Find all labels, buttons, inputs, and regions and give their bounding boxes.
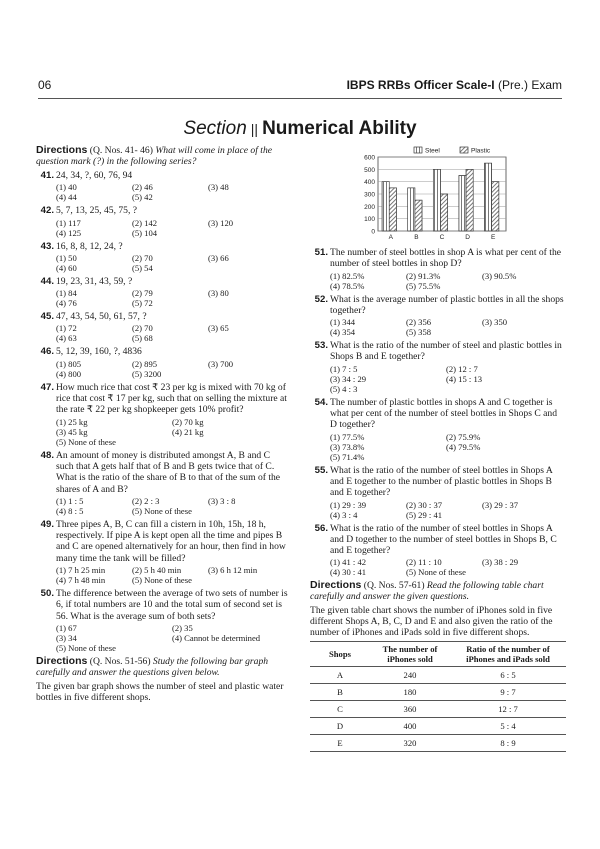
directions-bar-graph — [36, 656, 288, 678]
bar-steel — [484, 163, 491, 231]
question-number: 42. — [40, 205, 54, 217]
answer-options — [330, 557, 566, 577]
directions-text: Read the following table chart carefully and answer the given questions. — [310, 580, 544, 603]
question-text: Three pipes A, B, C can fill a cistern in 10h, 15h, 18 h, respectively. If pipe A is kept open all the time and pipes B and C are opened alternatively for an hour, then find in how many time the tank will be filled? — [56, 518, 286, 564]
question-text: What is the average number of plastic bottles in all the shops together? — [330, 293, 564, 316]
answer-options — [56, 417, 288, 447]
question-text: 16, 8, 8, 12, 24, ? — [56, 240, 123, 252]
question — [36, 170, 288, 202]
answer-option: (5) None of these — [56, 436, 116, 447]
question-text: An amount of money is distributed amongst A, B and C such that A gets half that of B and B gets twice that of C. What is the ratio of the share of B to that of the sum of the shares of A and B? — [56, 449, 281, 495]
directions-range: (Q. Nos. 57-61) — [361, 580, 427, 592]
answer-option: (5) 42 — [132, 192, 153, 203]
legend-label: Plastic — [471, 147, 491, 155]
answer-option: (3) 34 — [56, 632, 77, 643]
answer-option: (3) 120 — [208, 217, 234, 228]
question-number: 47. — [40, 381, 54, 393]
table-row — [310, 667, 566, 684]
exam-title — [347, 78, 562, 92]
question-text: 47, 43, 54, 50, 61, 57, ? — [56, 311, 147, 323]
answer-option: (1) 7 h 25 min — [56, 565, 106, 576]
answer-option: (1) 25 kg — [56, 416, 88, 427]
bar-plastic — [415, 200, 422, 231]
table-cell: 360 — [370, 701, 450, 718]
answer-option: (5) 71.4% — [330, 451, 365, 462]
question — [36, 276, 288, 308]
question-number: 54. — [314, 396, 328, 408]
y-tick-label: 300 — [364, 191, 375, 199]
question-number: 45. — [40, 311, 54, 323]
question — [36, 241, 288, 273]
answer-options — [56, 218, 288, 238]
answer-option: (2) 70 kg — [172, 416, 204, 427]
exam-title-rest: (Pre.) Exam — [494, 78, 562, 92]
answer-options — [56, 323, 288, 343]
table-cell: 240 — [370, 667, 450, 684]
answer-option: (2) 895 — [132, 358, 158, 369]
question-text: What is the ratio of the number of steel bottles in Shops A and D together to the number of steel bottles in Shops B, C and E together? — [330, 522, 557, 557]
question-text: 5, 12, 39, 160, ?, 4836 — [56, 346, 142, 358]
answer-options — [56, 496, 288, 516]
right-column — [310, 143, 566, 752]
table-body — [310, 667, 566, 752]
answer-option: (1) 344 — [330, 317, 356, 328]
table-cell: C — [310, 701, 370, 718]
x-tick-label: B — [414, 234, 419, 241]
answer-option: (3) 3 : 8 — [208, 495, 236, 506]
answer-option: (3) 48 — [208, 182, 229, 193]
answer-option: (2) 91.3% — [406, 270, 441, 281]
question — [36, 519, 288, 585]
page-number: 06 — [38, 78, 52, 92]
x-tick-label: D — [465, 234, 470, 241]
answer-option: (4) 78.5% — [330, 280, 365, 291]
answer-option: (1) 40 — [56, 182, 77, 193]
table-header: The number of iPhones sold — [370, 642, 450, 667]
answer-options — [330, 364, 566, 394]
question — [36, 205, 288, 237]
answer-option: (4) 125 — [56, 227, 82, 238]
answer-option: (3) 73.8% — [330, 441, 365, 452]
answer-option: (2) 2 : 3 — [132, 495, 160, 506]
answer-option: (4) 63 — [56, 333, 77, 344]
question — [310, 397, 566, 462]
table-cell: 12 : 7 — [450, 701, 566, 718]
answer-option: (2) 75.9% — [446, 431, 481, 442]
answer-option: (1) 29 : 39 — [330, 499, 367, 510]
question — [36, 382, 288, 447]
exam-title-bold: IBPS RRBs Officer Scale-I — [346, 78, 495, 92]
question-number: 52. — [314, 293, 328, 305]
y-tick-label: 400 — [364, 179, 375, 187]
answer-option: (4) 60 — [56, 262, 77, 273]
answer-option: (5) None of these — [406, 567, 466, 578]
answer-option: (2) 35 — [172, 622, 193, 633]
answer-option: (3) 350 — [482, 317, 508, 328]
section-title — [0, 118, 600, 140]
answer-option: (5) 3200 — [132, 368, 162, 379]
answer-option: (5) 54 — [132, 262, 153, 273]
legend-label: Steel — [425, 147, 440, 155]
answer-options — [56, 623, 288, 653]
directions-text: What will come in place of the question mark (?) in the following series? — [36, 145, 273, 167]
answer-option: (1) 7 : 5 — [330, 363, 358, 374]
table-cell: E — [310, 735, 370, 752]
question-number: 49. — [40, 518, 54, 530]
section-prefix: Section — [183, 118, 247, 139]
bar-plastic — [466, 169, 473, 231]
table-cell: D — [310, 718, 370, 735]
answer-option: (1) 50 — [56, 252, 77, 263]
question-text: 24, 34, ?, 60, 76, 94 — [56, 170, 133, 181]
answer-option: (3) 45 kg — [56, 426, 88, 437]
answer-options — [56, 288, 288, 308]
directions-label: Directions — [36, 654, 88, 667]
question — [310, 294, 566, 338]
table-cell: 400 — [370, 718, 450, 735]
answer-option: (5) 104 — [132, 227, 158, 238]
bar-plastic — [389, 188, 396, 231]
question-number: 56. — [314, 522, 328, 534]
table-cell: 6 : 5 — [450, 667, 566, 684]
question-number: 51. — [314, 247, 328, 258]
table-cell: B — [310, 684, 370, 701]
answer-option: (4) 21 kg — [172, 426, 204, 437]
directions-label: Directions — [36, 144, 88, 156]
answer-option: (5) 358 — [406, 327, 432, 338]
question-list-right — [310, 247, 566, 577]
answer-options — [56, 565, 288, 585]
question-number: 46. — [40, 346, 54, 358]
y-tick-label: 600 — [364, 154, 375, 162]
directions-table — [310, 580, 566, 602]
y-tick-label: 200 — [364, 203, 375, 211]
question — [310, 465, 566, 520]
question-text: The difference between the average of two sets of number is 6, if total numbers are 10 and the total sum of second set is 56. What is the average sum of both sets? — [56, 588, 288, 622]
answer-option: (5) None of these — [132, 575, 192, 586]
bar-chart — [310, 143, 566, 243]
answer-option: (4) 76 — [56, 298, 77, 309]
table-header-row — [310, 642, 566, 667]
question-number: 41. — [40, 170, 54, 181]
bar-steel — [382, 182, 389, 231]
answer-option: (3) 38 : 29 — [482, 557, 519, 568]
table-description: The given table chart shows the number of iPhones sold in five different Shops A, B, C, D and E and also given the ratio of the number of iPhones and iPads sold in five different shops. — [310, 605, 553, 639]
answer-options — [330, 271, 566, 291]
question-text: 19, 23, 31, 43, 59, ? — [56, 275, 133, 287]
question — [36, 588, 288, 653]
x-tick-label: A — [388, 234, 393, 241]
question-number: 44. — [40, 275, 54, 287]
answer-options — [330, 317, 566, 337]
question — [36, 450, 288, 516]
directions-range: (Q. Nos. 41- 46) — [87, 145, 156, 156]
x-tick-label: C — [439, 234, 445, 241]
answer-option: (3) 65 — [208, 323, 229, 334]
answer-option: (4) 800 — [56, 368, 82, 379]
bar-plastic — [492, 182, 499, 231]
table-cell: A — [310, 667, 370, 684]
answer-option: (4) 7 h 48 min — [56, 575, 106, 586]
answer-option: (3) 90.5% — [482, 270, 517, 281]
table-cell: 5 : 4 — [450, 718, 566, 735]
table-cell: 180 — [370, 684, 450, 701]
y-tick-label: 500 — [364, 166, 375, 174]
question — [310, 523, 566, 578]
answer-option: (3) 29 : 37 — [482, 499, 519, 510]
y-tick-label: 100 — [364, 216, 375, 224]
bar-chart-svg — [310, 143, 566, 243]
question-text: The number of plastic bottles in shops A and C together is what per cent of the number of steel bottles in Shops C and D together? — [330, 396, 558, 431]
answer-option: (2) 70 — [132, 323, 153, 334]
answer-options — [330, 500, 566, 520]
table-cell: 320 — [370, 735, 450, 752]
answer-option: (4) 8 : 5 — [56, 505, 84, 516]
answer-options — [56, 359, 288, 379]
answer-option: (4) 354 — [330, 327, 356, 338]
question-number: 53. — [314, 340, 328, 352]
directions-text: Study the following bar graph carefully and answer the questions given below. — [36, 655, 269, 678]
answer-option: (1) 84 — [56, 288, 77, 299]
directions-label: Directions — [310, 579, 362, 592]
answer-option: (1) 117 — [56, 217, 81, 228]
legend-swatch-plastic — [460, 147, 468, 153]
answer-option: (5) 29 : 41 — [406, 509, 443, 520]
header-rule — [38, 98, 562, 99]
question-text: 5, 7, 13, 25, 45, 75, ? — [56, 205, 138, 217]
bar-graph-description: The given bar graph shows the number of steel and plastic water bottles in five different shops. — [36, 680, 284, 703]
answer-option: (2) 12 : 7 — [446, 363, 478, 374]
answer-option: (3) 34 : 29 — [330, 373, 367, 384]
x-tick-label: E — [491, 234, 496, 241]
answer-option: (1) 72 — [56, 323, 77, 334]
bar-steel — [459, 176, 466, 232]
answer-option: (2) 5 h 40 min — [132, 565, 182, 576]
answer-option: (1) 77.5% — [330, 431, 365, 442]
question-text: What is the ratio of the number of steel bottles in Shops A and E together to the number of plastic bottles in Shops B and E together? — [330, 464, 553, 499]
answer-option: (3) 700 — [208, 358, 234, 369]
answer-option: (4) 30 : 41 — [330, 567, 367, 578]
question-number: 55. — [314, 464, 328, 476]
answer-option: (5) None of these — [56, 642, 116, 653]
answer-option: (1) 82.5% — [330, 270, 365, 281]
answer-option: (4) 15 : 13 — [446, 373, 483, 384]
answer-option: (1) 67 — [56, 622, 77, 633]
answer-options — [56, 253, 288, 273]
answer-option: (5) 75.5% — [406, 280, 441, 291]
question-number: 43. — [40, 240, 54, 252]
question — [310, 340, 566, 394]
directions-range: (Q. Nos. 51-56) — [87, 655, 153, 667]
bar-steel — [433, 169, 440, 231]
answer-option: (2) 142 — [132, 217, 158, 228]
answer-option: (5) 68 — [132, 333, 153, 344]
table-row — [310, 701, 566, 718]
answer-option: (4) 44 — [56, 192, 77, 203]
answer-option: (2) 11 : 10 — [406, 557, 442, 568]
answer-option: (2) 356 — [406, 317, 432, 328]
table-header: Shops — [310, 642, 370, 667]
legend-swatch-steel — [414, 147, 422, 153]
answer-option: (2) 30 : 37 — [406, 499, 443, 510]
question — [310, 247, 566, 291]
question — [36, 311, 288, 343]
question-text: The number of steel bottles in shop A is what per cent of the number of steel bottles in shop D? — [330, 247, 561, 270]
bar-plastic — [440, 194, 447, 231]
section-name: Numerical Ability — [262, 118, 417, 139]
directions-series — [36, 145, 288, 167]
question-number: 48. — [40, 449, 54, 461]
table-row — [310, 718, 566, 735]
answer-option: (2) 79 — [132, 288, 153, 299]
answer-option: (5) 4 : 3 — [330, 383, 358, 394]
question-text: What is the ratio of the number of steel and plastic bottles in Shops B and E together? — [330, 340, 562, 363]
question-list-left — [36, 170, 288, 653]
question-text: How much rice that cost ₹ 23 per kg is mixed with 70 kg of rice that cost ₹ 17 per kg, such that on selling the mixture at the rate ₹ 22 per kg shopkeeper gets 10% profit? — [56, 381, 287, 416]
answer-option: (3) 66 — [208, 252, 229, 263]
answer-option: (1) 1 : 5 — [56, 495, 84, 506]
answer-option: (5) None of these — [132, 505, 192, 516]
section-bars: || — [250, 121, 259, 137]
table-cell: 8 : 9 — [450, 735, 566, 752]
table-cell: 9 : 7 — [450, 684, 566, 701]
y-tick-label: 0 — [371, 228, 375, 236]
answer-option: (2) 70 — [132, 252, 153, 263]
answer-option: (3) 6 h 12 min — [208, 565, 258, 576]
answer-options — [56, 182, 288, 202]
bar-steel — [408, 188, 415, 231]
answer-option: (5) 72 — [132, 298, 153, 309]
table-row — [310, 735, 566, 752]
question-number: 50. — [40, 588, 54, 600]
answer-option: (1) 805 — [56, 358, 82, 369]
answer-options — [330, 432, 566, 462]
answer-option: (3) 80 — [208, 288, 229, 299]
answer-option: (4) Cannot be determined — [172, 632, 261, 643]
answer-option: (1) 41 : 42 — [330, 557, 367, 568]
question — [36, 346, 288, 378]
answer-option: (2) 46 — [132, 182, 153, 193]
table-header: Ratio of the number of iPhones and iPads sold — [450, 642, 566, 667]
left-column — [36, 145, 288, 706]
iphone-table — [310, 641, 566, 752]
answer-option: (4) 3 : 4 — [330, 509, 358, 520]
answer-option: (4) 79.5% — [446, 441, 481, 452]
table-row — [310, 684, 566, 701]
